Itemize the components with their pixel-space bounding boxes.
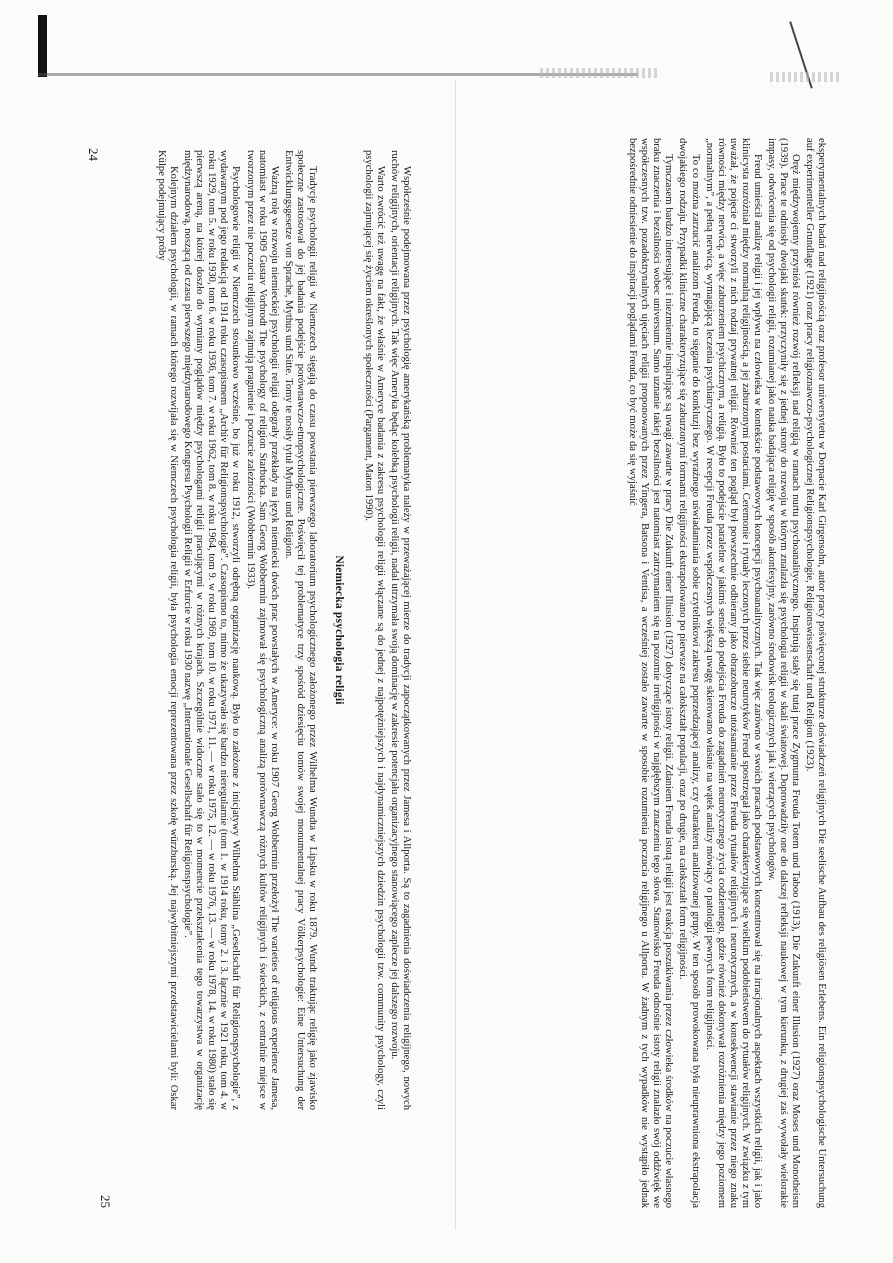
paragraph: Psychologowie religii w Niemczech stosunkowo wcześnie, bo już w roku 1912, stworzyli odrębną organizację naukową. Było to założone z inicjatywy Wilhelma Stählina „Gesellschaft für Religionspsychologie”, z wydawanym pod jego redakcją od 1914 roku czasopismem „Archiv für Religionspsychologie”. Czasopismo to, mimo że ukazywało się bardzo nieregularnie (tom 1. w 1914 roku, tomy 2. i 3. łącznie w 1921 roku, tom 4. w roku 1929, tom 5. w roku 1930, tom 6. w roku 1936, tom 7. w roku 1962, tom 8. w roku 1964, tom 9. w roku 1969, tom 10. w roku 1971, 11. — w roku 1975, 12. — w roku 1976, 13. — w roku 1978, 14. w roku 1980) stało się pierwszą areną, na której doszło do wymiany poglądów między psychologami religii pracującymi w różnych krajach. Szczególnie widoczne stało się to w momencie przekształcenia tego towarzystwa w organizację międzynarodową, noszącą od czasu pierwszego międzynarodowego Kongresu Psychologii Religii w Erfurcie w roku 1930 nazwę „Internationale Gesellschaft für Religionspsychologie”. — [182, 150, 242, 1110]
scan-noise — [540, 68, 660, 78]
paragraph: Freud umieścił analizę religii i jej wpływu na człowieka w kontekście podstawowych koncepcji psychoanalitycznych. Tak więc zarówno w swoich pracach podstawowych koncentrował się na irracjonalnych aspektach wszystkich religii, jak i jako klinicysta rozróżniał między normalną religijnością, a jej zaburzonymi postaciami. Ceremonie i rytuały leczonych przez siebie neurotyków Freud spostrzegał jako charakteryzujące się wielkim podobieństwem do rytuałów religijnych. W związku z tym uważał, że pojęcie ci stworzyli z nich rodzaj prywatnej religii. Również ten pogląd był powszechnie odbierany jako obrazoburcze utożsamianie przez Freuda rytuałów religijnych i neurotycznych, a w konsekwencji stawianie przez niego znaku równości między nerwicą, a więc zaburzeniem psychicznym, a religią. Było to podejście paralelne w jakimś sensie do podejścia Freuda do zagadnień neurotycznego życia codziennego, gdzie również dokonywał rozróżnienia między jego poziomem „normalnym”, a pełną nerwicą, wymagającą leczenia psychiatrycznego. W recepcji Freuda przez współczesnych większą uwagę skierowano właśnie na wątek analizy mówiący o patologii pewnych form religijności. — [703, 138, 763, 1208]
paragraph: Kolejnym działem psychologii, w ramach którego rozwijała się w Niemczech psychologia religii, była psychologia emocji reprezentowana przez szkołę würzburską. Jej najwybitniejszymi przedstawicielami byli: Oskar Külpe podejmujący próby — [156, 150, 180, 1110]
paragraph: eksperymentalnych badań nad religijnością oraz profesor uniwersytetu w Dorpacie Karl Girgensohn, autor pracy poświęconej strukturze doświadczeń religijnych Die seelische Aufbau des religiösen Erlebens. Ein religionspsychologische Untersuchung auf experimenteller Grundlage (1921) oraz pracy religioznawczo-psychologicznej Religionspsychologie, Religionswissenschaft und Religion (1923). — [803, 138, 827, 1208]
paragraph: To co można zarzucić analizom Freuda, to sięganie do konkluzji bez wyraźnego uświadamiania sobie czytelnikowi zakresu poprzedzającej analizy, czy charakteru analizowanej grupy. W ten sposób prowokowana była nieuprawniona ekstrapolacja dwojakiego rodzaju. Przypadki kliniczne charakteryzujące się zaburzonymi formami religijności ekstrapolowano po pierwsze na całokształt populacji, oraz po drugie, na całokształt form religijności. — [677, 138, 701, 1208]
page-number-left: 24 — [86, 148, 101, 161]
page-number-right: 25 — [98, 1195, 113, 1208]
paragraph: Ważną rolę w rozwoju niemieckiej psychologii religii odegrały przekłady na język niemiecki dwóch prac powstałych w Ameryce: w roku 1907 Georg Wobbermin przełożył The varieties of religious experience Jamesa, natomiast w roku 1909 Gustav Vorbrodt The psychology of religion Starbucka. Sam Georg Wobbermin zajmował się psychologiczną analizą porównawczą różnych kultów religijnych i świeckich, z centralnie miejsce w tworzonym przez nie poczuciu religijnym zajmują pragnienie i poczucie zależności (Wobbermin 1933). — [244, 150, 280, 1110]
left-page-text — [82, 150, 412, 1110]
paragraph: Tymczasem bardzo interesujące i niezmiennie inspirujące są uwagi zawarte w pracy Die Zukunft einer Illusion (1927) dotyczące istoty religii. Zdaniem Freuda istotą religii jest reakcja poszukiwania przez człowieka środków na poczucie własnego braku znaczenia i bezsilności wobec universum. Samo uznanie takiej bezsilności jest natomiast zatrzymaniem się na pozornie irreligijności w najgłębszym znaczeniu tego słowa. Stanowisko Freuda odnośnie istoty religii znalazło swój oddźwięk we współczesnych tzw. pozadoktrynalnych ujęciach religii proponowanych przez Yingera, Batsona i Ventisa, a wcześniej zostało zawarte w sposobie rozumienia poczucia religijnego u Allporta. W żadnym z tych wypadków nie wystąpiło jednak bezpośrednie odniesienie do inspiracji poglądami Freuda, co być może da się wyjaśnić — [627, 138, 675, 1208]
paragraph: Współcześnie podejmowana przez psychologię amerykańską problematyka należy w przeważającej mierze do tradycji zapoczątkowanych przez Jamesa i Allporta. Są to zagadnienia doświadczenia religijnego, nowych ruchów religijnych, orientacji religijnych. Tak więc Ameryka będąc kolebką psychologii religii, nadal utrzymała swoją dominację w zakresie potencjału organizacyjnego stanowiącego zaplecze jej dalszego rozwoju. — [388, 150, 412, 1110]
right-page-text — [452, 138, 827, 1208]
paragraph: Warto zwrócić też uwagę na fakt, że właśnie w Ameryce badania z zakresu psychologii religii włączane są do jednej z najpotężniejszych i najdynamiczniejszych dziedzin psychologii tzw. community psychology, czyli psychologii zajmującej się życiem określonych społeczności (Pargament, Maton 1990). — [362, 150, 386, 1110]
paragraph: Tradycje psychologii religii w Niemczech sięgają do czasu powstania pierwszego laboratorium psychologicznego założonego przez Wilhelma Wundta w Lipsku w roku 1879. Wundt traktując religię jako zjawisko społeczne zastosował do jej badania podejście porównawczo-etnopsychologiczne. Poświęcił tej problematyce trzy spośród dziesięciu tomów swojej monumentalnej pracy Völkerpsychologie: Eine Untersuchung der Entwicklungsgesetze von Sprache, Mythus und Sitte. Tomy te nosiły tytuł Mythus und Religion. — [282, 150, 318, 1110]
scan-noise — [770, 72, 840, 82]
paragraph: Oręż międzywojenny przyniósł również rozwój refleksji nad religią w ramach nurtu psychoanalitycznego. Inspirują stały się tutaj prace Zygmunta Freuda Totem und Taboo (1913), Die Zukunft einer Illusion (1927) oraz Moses und Monotheism (1939). Prace te odniosły dwojaki skutek: przyczyniły się z jednej strony do rozwoju w którym znalazła się psychologia religii w skali światowej. Doprowadziły one do dalszej refleksji naukowej w tym kierunku, z drugiej zaś wywołały wielorakie impasy, odwrócenia się od psychologii religii, rozumianej jako nauka badająca religię w sposób akonfesyjny, zarówno środowisk teologicznych jak i wierzących psychologów. — [765, 138, 801, 1208]
scan-edge-left — [38, 15, 47, 77]
section-heading: Niemiecka psychologia religii — [332, 555, 345, 705]
